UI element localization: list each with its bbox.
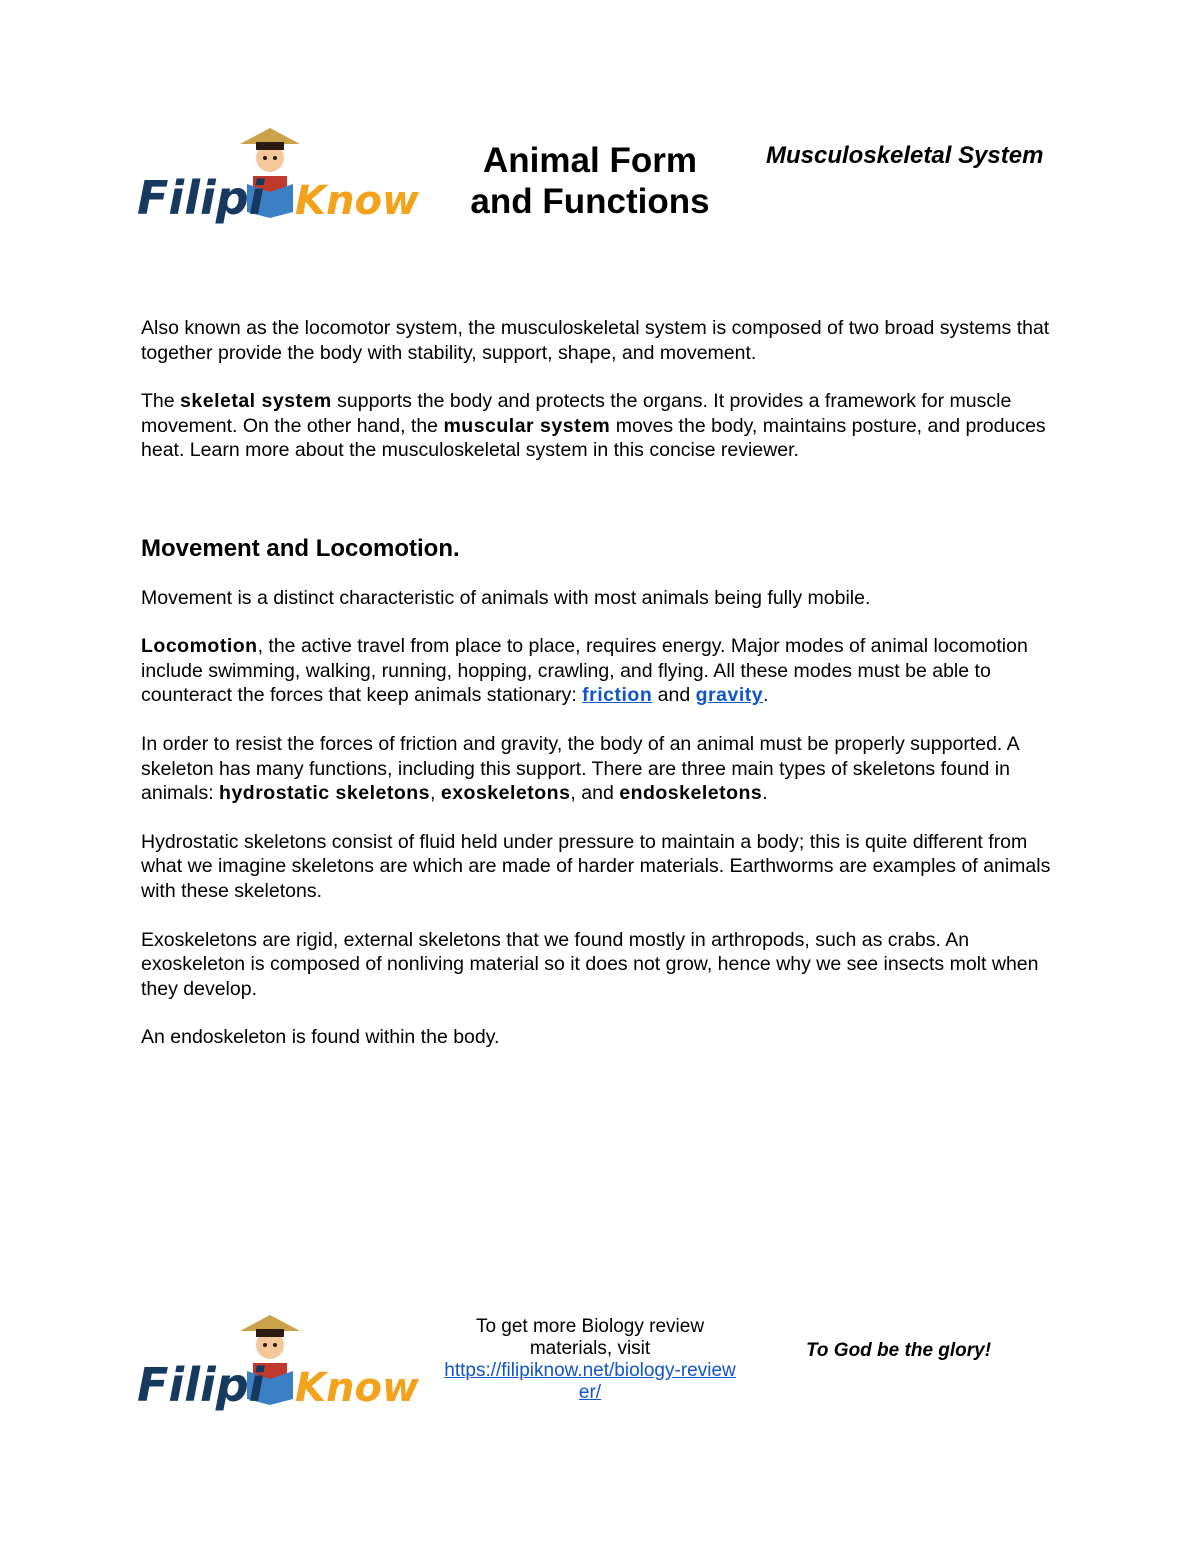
footer-note [440, 1316, 740, 1404]
section-paragraph-2 [141, 634, 1066, 708]
bold-term-exoskeletons: exoskeletons [440, 782, 571, 805]
section-paragraph-3 [141, 732, 1066, 806]
intro-paragraph-1: Also known as the locomotor system, the musculoskeletal system is composed of two broad systems that together provide the body with stability, support, shape, and movement. [141, 317, 1050, 364]
filipiknow-logo-icon [135, 1313, 419, 1413]
intro-paragraph-2 [141, 389, 1066, 463]
text-run: . [763, 684, 769, 707]
section-heading: Movement and Locomotion. [141, 534, 460, 562]
logo-text-left: Filipi [137, 1358, 265, 1412]
text-run: , the active travel from place to place, requires energy. Major modes of animal locomotion include swimming, walking, running, hopping, crawling, and flying. All these modes must be able to counteract the forces that keep animals stationary: [141, 635, 1028, 707]
subject-label: Musculoskeletal System [766, 142, 1044, 169]
title-line-1: Animal Form [483, 141, 697, 180]
text-run: , and [570, 782, 620, 805]
document-body [141, 316, 1066, 1074]
logo-text-right: Know [295, 1365, 419, 1411]
text-run: The [141, 390, 181, 413]
bold-term-skeletal-system: skeletal system [180, 390, 332, 413]
footer-text: To get more Biology review materials, visit [475, 1316, 705, 1359]
filipiknow-logo-bottom [135, 1313, 419, 1413]
page-title [460, 140, 720, 222]
friction-link[interactable]: friction [582, 684, 653, 707]
title-line-2: and Functions [470, 182, 710, 221]
text-run: moves the body, maintains posture, and produces heat. Learn more about the musculoskeletal system in this concise reviewer. [141, 414, 1046, 462]
text-run: supports the body and protects the organs. It provides a framework for muscle movement. On the other hand, the [141, 390, 1012, 437]
gravity-link[interactable]: gravity [695, 684, 764, 707]
section-paragraph-6: An endoskeleton is found within the body. [141, 1026, 500, 1049]
logo-text-right: Know [295, 178, 419, 224]
footer-glory: To God be the glory! [806, 1340, 992, 1361]
text-run: and [652, 684, 696, 707]
section-paragraph-4: Hydrostatic skeletons consist of fluid held under pressure to maintain a body; this is quite different from what we imagine skeletons are which are made of harder materials. Earthworms are examples of animals with these skeletons. [141, 830, 1051, 902]
section-paragraph-1: Movement is a distinct characteristic of animals with most animals being fully mobile. [141, 586, 871, 609]
filipiknow-logo-icon [135, 126, 419, 226]
section-paragraph-5: Exoskeletons are rigid, external skeletons that we found mostly in arthropods, such as crabs. An exoskeleton is composed of nonliving material so it does not grow, hence why we see insects molt when they develop. [141, 928, 1039, 1000]
text-run: , [430, 782, 441, 805]
bold-term-hydrostatic: hydrostatic skeletons [219, 782, 431, 805]
bold-term-endoskeletons: endoskeletons [619, 782, 763, 805]
bold-term-muscular-system: muscular system [443, 414, 611, 437]
text-run: . [762, 782, 768, 805]
filipiknow-logo-top [135, 126, 419, 226]
text-run: In order to resist the forces of friction and gravity, the body of an animal must be properly supported. A skeleton has many functions, including this support. There are three main types of skeletons found in animals: [141, 732, 1019, 805]
biology-reviewer-link[interactable]: https://filipiknow.net/biology-reviewer/ [444, 1360, 736, 1403]
logo-text-left: Filipi [137, 171, 265, 225]
bold-term-locomotion: Locomotion [141, 635, 258, 658]
